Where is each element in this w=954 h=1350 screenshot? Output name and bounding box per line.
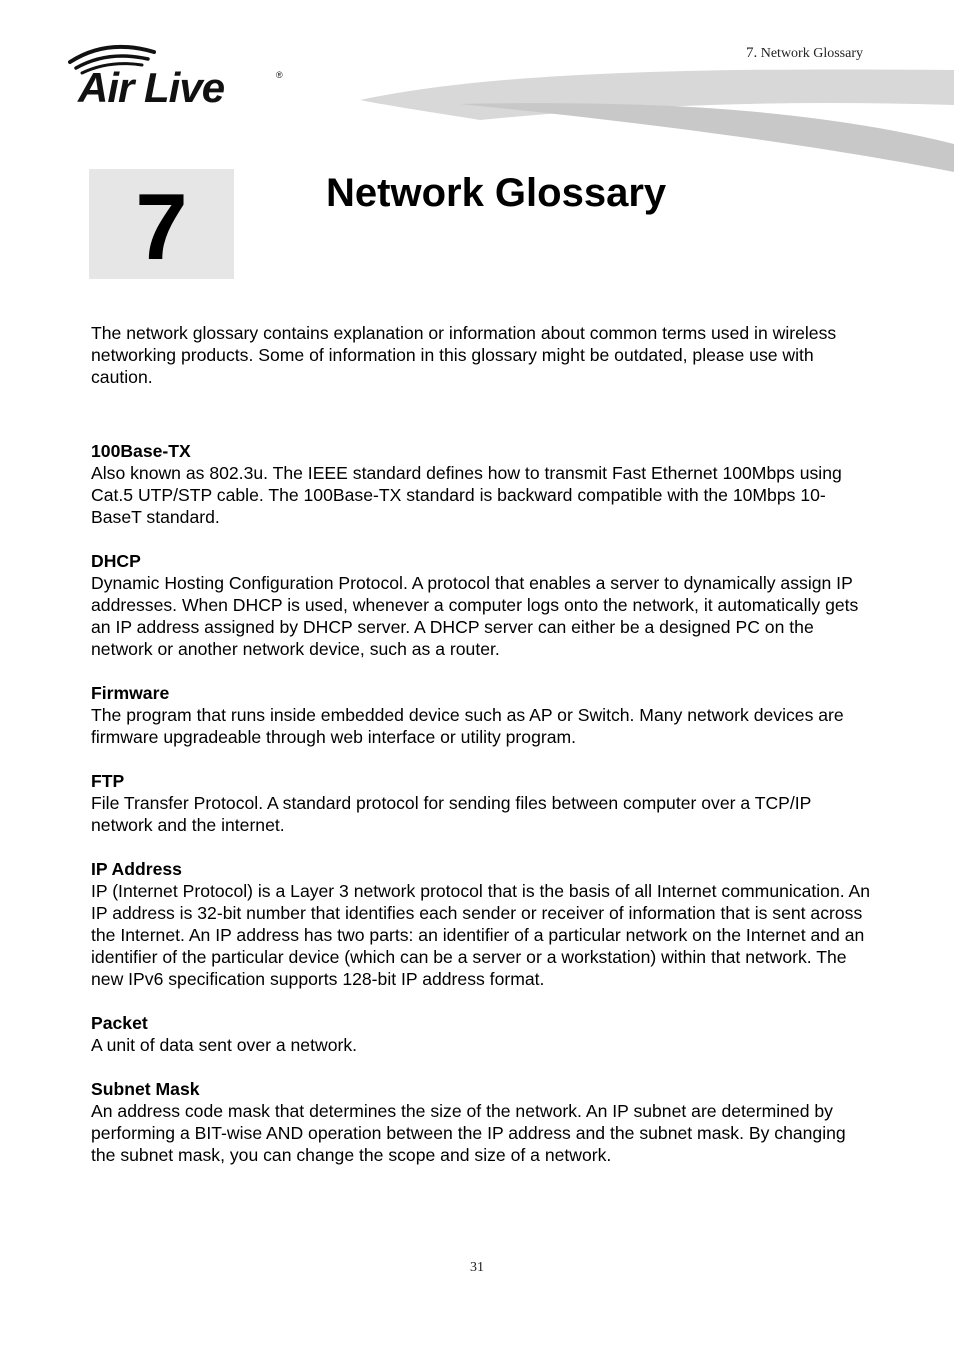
glossary-term: 100Base-TX bbox=[91, 441, 191, 461]
glossary-entry bbox=[91, 1012, 871, 1056]
glossary-entry bbox=[91, 1078, 871, 1166]
chapter-number: 7 bbox=[135, 174, 188, 279]
glossary-definition: File Transfer Protocol. A standard protocol for sending files between computer over a TCP/IP network and the internet. bbox=[91, 793, 812, 835]
intro-paragraph: The network glossary contains explanation or information about common terms used in wireless networking products. Some of information in this glossary might be outdated, please use with caution. bbox=[91, 323, 837, 387]
glossary-term: Subnet Mask bbox=[91, 1079, 200, 1099]
glossary-content bbox=[91, 322, 871, 1188]
chapter-title: Network Glossary bbox=[326, 171, 667, 215]
glossary-entry bbox=[91, 682, 871, 748]
glossary-term: FTP bbox=[91, 771, 125, 791]
registered-mark: ® bbox=[276, 70, 283, 80]
page-number: 31 bbox=[470, 1260, 484, 1275]
glossary-entry bbox=[91, 440, 871, 528]
glossary-definition: Dynamic Hosting Configuration Protocol. A protocol that enables a server to dynamically assign IP addresses. When DHCP is used, whenever a computer logs onto the network, it automatically gets an IP address assigned by DHCP server. A DHCP server can either be a designed PC on the network or another network device, such as a router. bbox=[91, 573, 859, 659]
logo-wordmark: Air Live bbox=[78, 64, 225, 110]
glossary-term: Firmware bbox=[91, 683, 170, 703]
glossary-entry bbox=[91, 550, 871, 660]
glossary-entry bbox=[91, 770, 871, 836]
glossary-term: DHCP bbox=[91, 551, 141, 571]
running-header-chapter-number: 7. bbox=[745, 45, 758, 61]
glossary-definition: Also known as 802.3u. The IEEE standard defines how to transmit Fast Ethernet 100Mbps using Cat.5 UTP/STP cable. The 100Base-TX standard is backward compatible with the 10Mbps 10-BaseT standard. bbox=[91, 463, 842, 527]
airlive-logo bbox=[62, 40, 292, 110]
glossary-entry bbox=[91, 858, 871, 990]
chapter-number-box bbox=[89, 169, 234, 279]
running-header bbox=[746, 45, 863, 62]
glossary-definition: A unit of data sent over a network. bbox=[91, 1035, 358, 1055]
running-header-title: Network Glossary bbox=[760, 46, 863, 61]
glossary-term: Packet bbox=[91, 1013, 148, 1033]
glossary-definition: IP (Internet Protocol) is a Layer 3 network protocol that is the basis of all Internet communication. An IP address is 32-bit number that identifies each sender or receiver of information that is sent across the Internet. An IP address has two parts: an identifier of a particular network on the Internet and an identifier of the particular device (which can be a server or a workstation) within that network. The new IPv6 specification supports 128-bit IP address format. bbox=[91, 881, 871, 989]
glossary-definition: An address code mask that determines the size of the network. An IP subnet are determined by performing a BIT-wise AND operation between the IP address and the subnet mask. By changing the subnet mask, you can change the scope and size of a network. bbox=[91, 1101, 846, 1165]
glossary-term: IP Address bbox=[91, 859, 182, 879]
glossary-definition: The program that runs inside embedded device such as AP or Switch. Many network devices are firmware upgradeable through web interface or utility program. bbox=[91, 705, 844, 747]
